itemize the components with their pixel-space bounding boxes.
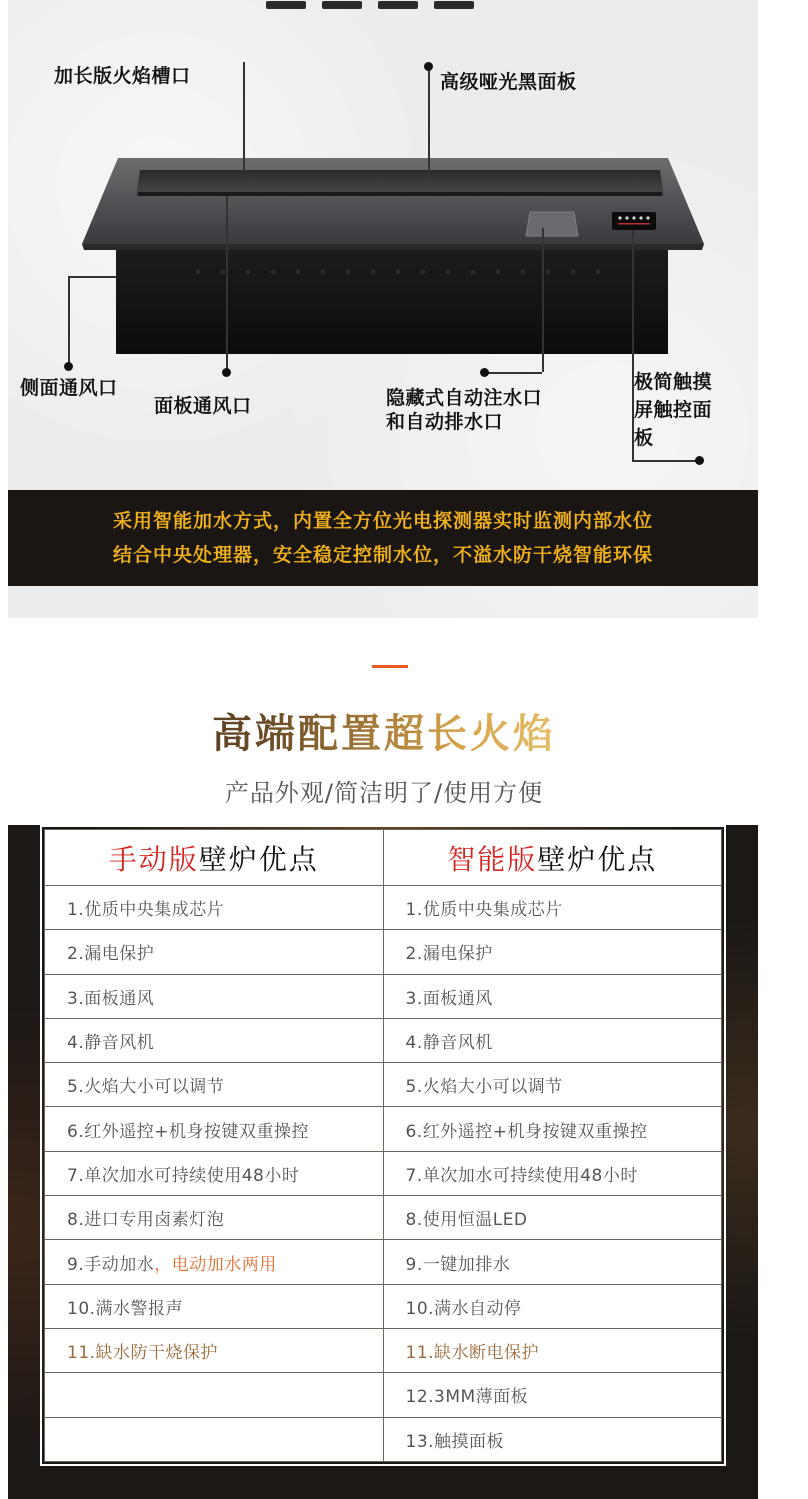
cell-smart: 7.单次加水可持续使用48小时: [383, 1151, 722, 1195]
cell-manual: 3.面板通风: [45, 974, 384, 1018]
fireplace-device-illustration: [8, 0, 758, 400]
cell-smart: 5.火焰大小可以调节: [383, 1063, 722, 1107]
callout-panel-vent: 面板通风口: [154, 395, 252, 417]
device-body: [116, 236, 668, 354]
table-row: [45, 1196, 722, 1240]
header-manual-rest: 壁炉优点: [198, 842, 319, 876]
table-row: [45, 1107, 722, 1151]
cell-manual: [45, 1417, 384, 1461]
cell-manual: [45, 1373, 384, 1417]
callout-water-port-line1: 隐藏式自动注水口: [386, 387, 543, 409]
table-row: [45, 1373, 722, 1417]
callout-side-vent: 侧面通风口: [20, 377, 118, 399]
cell-manual: 6.红外遥控+机身按键双重操控: [45, 1107, 384, 1151]
water-port-cover: [526, 212, 578, 236]
header-smart-highlight: 智能版: [447, 842, 538, 876]
section-title: 高端配置超长火焰: [0, 702, 768, 759]
accent-bar: [372, 665, 408, 668]
table-row: [45, 1240, 722, 1284]
cell-smart: 2.漏电保护: [383, 930, 722, 974]
banner-line-2: 结合中央处理器，安全稳定控制水位，不溢水防干烧智能环保: [112, 544, 653, 566]
cell-smart: 13.触摸面板: [383, 1417, 722, 1461]
cell-manual: [45, 1240, 384, 1284]
header-smart-rest: 壁炉优点: [537, 842, 658, 876]
product-diagram-section: [8, 0, 758, 618]
cell-manual: 8.进口专用卤素灯泡: [45, 1196, 384, 1240]
cell-manual: 1.优质中央集成芯片: [45, 886, 384, 930]
header-smart: [383, 830, 722, 886]
banner-line-1: 采用智能加水方式，内置全方位光电探测器实时监测内部水位: [112, 510, 653, 532]
header-manual-highlight: 手动版: [108, 842, 199, 876]
cell-smart: 6.红外遥控+机身按键双重操控: [383, 1107, 722, 1151]
cell-manual: 7.单次加水可持续使用48小时: [45, 1151, 384, 1195]
cell-smart: 9.一键加排水: [383, 1240, 722, 1284]
table-row: [45, 1417, 722, 1461]
callout-touch-line3: 板: [634, 427, 654, 449]
callout-panel: 高级哑光黑面板: [440, 71, 577, 93]
cell-smart: 4.静音风机: [383, 1018, 722, 1062]
cell-smart: 8.使用恒温LED: [383, 1196, 722, 1240]
cell-manual-part-a: 9.手动加水: [67, 1254, 155, 1275]
cell-smart: 11.缺水断电保护: [383, 1328, 722, 1372]
cell-smart: 3.面板通风: [383, 974, 722, 1018]
comparison-table: [44, 829, 722, 1462]
cell-manual: 10.满水警报声: [45, 1284, 384, 1328]
table-row: [45, 1284, 722, 1328]
cell-smart: 12.3MM薄面板: [383, 1373, 722, 1417]
section-subtitle: 产品外观/简洁明了/使用方便: [224, 779, 544, 807]
header-manual: [45, 830, 384, 886]
table-header-row: [45, 830, 722, 886]
cell-manual: 4.静音风机: [45, 1018, 384, 1062]
cell-manual: 2.漏电保护: [45, 930, 384, 974]
table-row: [45, 1063, 722, 1107]
callout-flame-slot: 加长版火焰槽口: [54, 65, 191, 87]
table-row: [45, 1328, 722, 1372]
callout-touch-line2: 屏触控面: [634, 399, 713, 421]
table-row: [45, 886, 722, 930]
callout-water-port-line2: 和自动排水口: [386, 411, 504, 433]
cell-manual-part-b: ，电动加水两用: [154, 1254, 277, 1275]
table-row: [45, 974, 722, 1018]
cell-manual: 11.缺水防干烧保护: [45, 1328, 384, 1372]
feature-banner: [8, 490, 758, 586]
touch-panel: [612, 212, 656, 230]
comparison-section: [8, 825, 758, 1499]
table-row: [45, 930, 722, 974]
callout-touch-line1: 极简触摸: [634, 371, 713, 393]
table-row: [45, 1151, 722, 1195]
table-row: [45, 1018, 722, 1062]
cell-smart: 10.满水自动停: [383, 1284, 722, 1328]
cell-smart: 1.优质中央集成芯片: [383, 886, 722, 930]
cell-manual: 5.火焰大小可以调节: [45, 1063, 384, 1107]
